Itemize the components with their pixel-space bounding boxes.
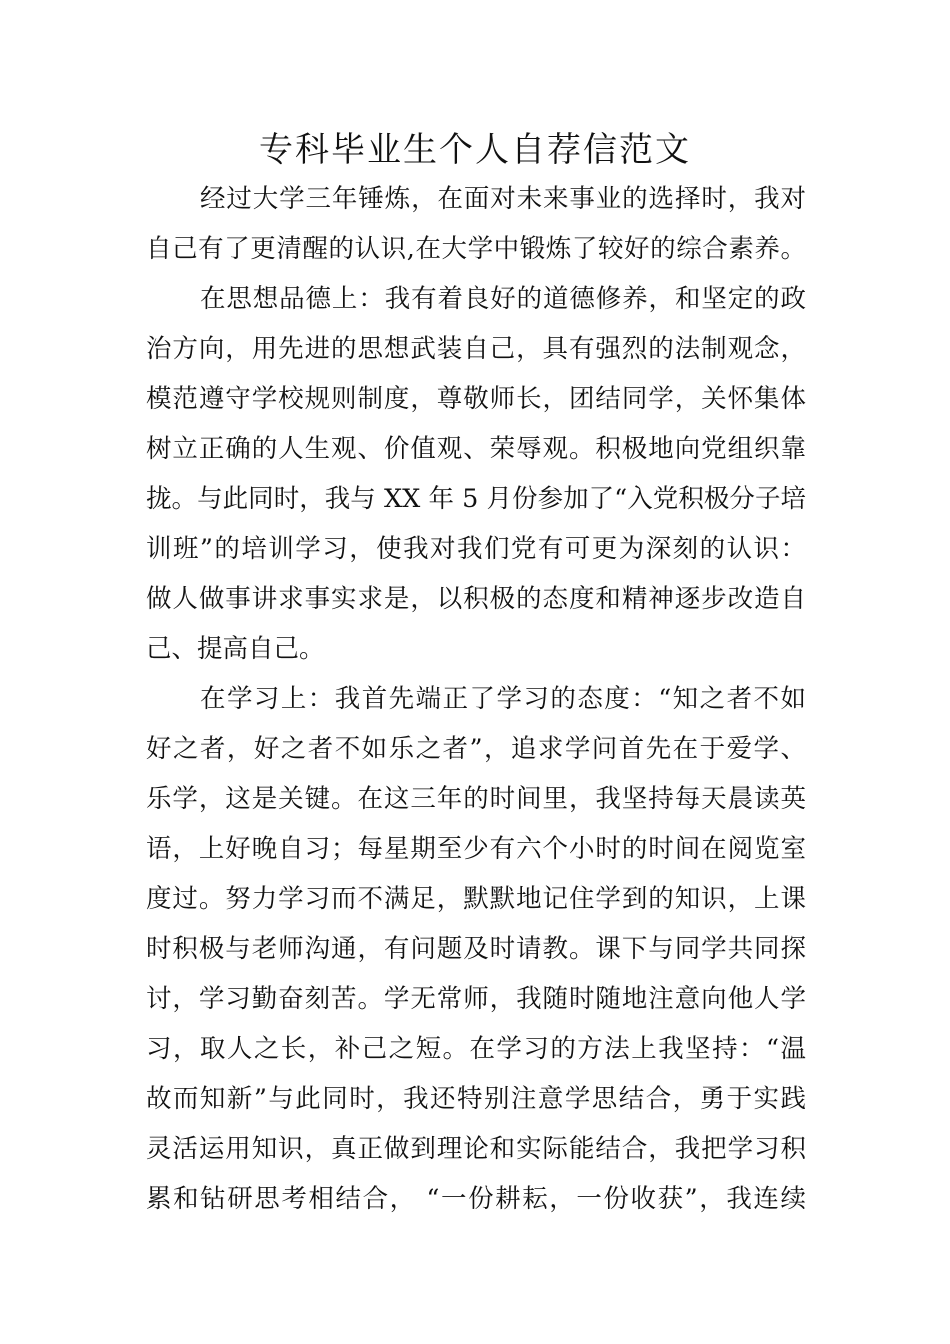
paragraph-line: 好之者，好之者不如乐之者”，追求学问首先在于爱学、 [146, 734, 806, 764]
paragraph-line: 模范遵守学校规则制度，尊敬师长，团结同学，关怀集体 [146, 384, 806, 414]
paragraph-line: 故而知新”与此同时，我还特别注意学思结合，勇于实践 [146, 1084, 806, 1114]
paragraph-line: 树立正确的人生观、价值观、荣辱观。积极地向党组织靠 [146, 434, 806, 464]
paragraph-line: 语，上好晚自习；每星期至少有六个小时的时间在阅览室 [146, 834, 806, 864]
paragraph-line: 治方向，用先进的思想武装自己，具有强烈的法制观念， [146, 334, 806, 364]
paragraph-line: 讨，学习勤奋刻苦。学无常师，我随时随地注意向他人学 [146, 984, 806, 1014]
paragraph-line: 乐学，这是关键。在这三年的时间里，我坚持每天晨读英 [146, 784, 806, 814]
paragraph-line: 习，取人之长，补己之短。在学习的方法上我坚持：“温 [146, 1034, 806, 1064]
paragraph-line: 拢。与此同时，我与 XX 年 5 月份参加了“入党积极分子培 [146, 484, 806, 514]
paragraph-line: 灵活运用知识，真正做到理论和实际能结合，我把学习积 [146, 1134, 806, 1164]
paragraph-line: 训班”的培训学习，使我对我们党有可更为深刻的认识： [146, 534, 806, 564]
paragraph-line: 在思想品德上：我有着良好的道德修养，和坚定的政 [200, 284, 806, 314]
paragraph-line: 做人做事讲求事实求是，以积极的态度和精神逐步改造自 [146, 584, 806, 614]
paragraph-line: 自己有了更清醒的认识,在大学中锻炼了较好的综合素养。 [146, 234, 806, 264]
paragraph-line: 累和钻研思考相结合， “一份耕耘，一份收获”，我连续 [146, 1184, 806, 1214]
document-title: 专科毕业生个人自荐信范文 [259, 130, 691, 170]
paragraph-line: 经过大学三年锤炼，在面对未来事业的选择时，我对 [200, 184, 806, 214]
paragraph-line: 时积极与老师沟通，有问题及时请教。课下与同学共同探 [146, 934, 806, 964]
paragraph-line: 度过。努力学习而不满足，默默地记住学到的知识，上课 [146, 884, 806, 914]
paragraph-line: 在学习上：我首先端正了学习的态度：“知之者不如 [200, 684, 806, 714]
paragraph-line: 己、提高自己。 [146, 634, 325, 664]
